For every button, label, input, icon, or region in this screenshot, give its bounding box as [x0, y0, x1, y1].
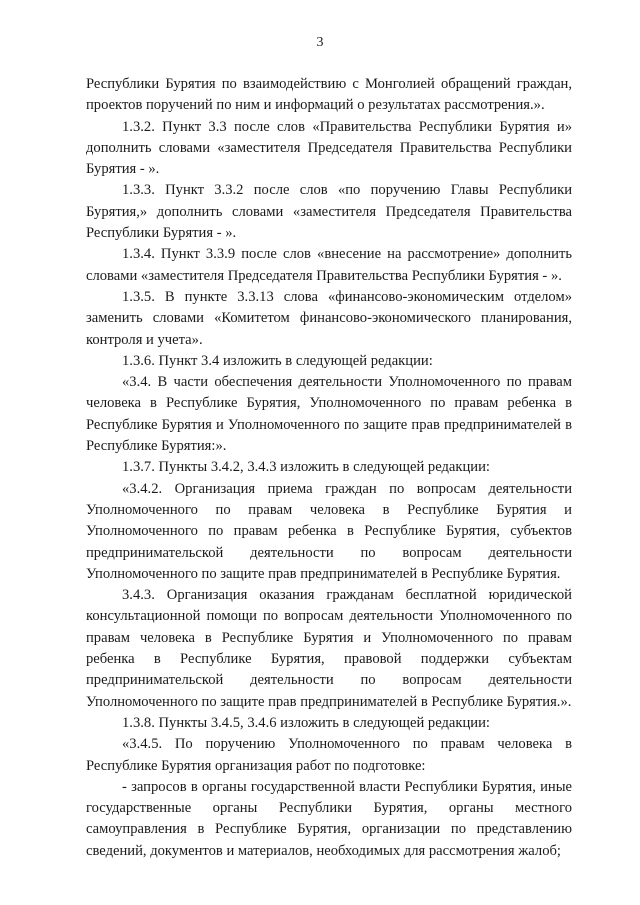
paragraph-3-4-2: «3.4.2. Организация приема граждан по вопросам деятельности Уполномоченного по правам человека в Республике Бурятия и Уполномоченного по правам ребенка в Республике Бурятия, субъектов предпринимательской деятельности по вопросам деятельности Уполномоченного по защите прав предпринимателей в Республике Бурятия. [86, 480, 572, 582]
paragraph-1-3-8: 1.3.8. Пункты 3.4.5, 3.4.6 изложить в следующей редакции: [122, 714, 490, 731]
paragraph-1-3-2: 1.3.2. Пункт 3.3 после слов «Правительства Республики Бурятия и» дополнить словами «заместителя Председателя Правительства Республики Бурятия - ». [86, 118, 572, 178]
paragraph-3-4: «3.4. В части обеспечения деятельности Уполномоченного по правам человека в Республике Бурятия, Уполномоченного по правам ребенка в Республике Бурятия и Уполномоченного по защите прав предпринимателей в Республике Бурятия:». [86, 374, 572, 455]
paragraph-1-3-4: 1.3.4. Пункт 3.3.9 после слов «внесение на рассмотрение» дополнить словами «заместителя Председателя Правительства Республики Бурятия - ». [86, 246, 572, 284]
paragraph-3-4-3: 3.4.3. Организация оказания гражданам бесплатной юридической консультационной помощи по вопросам деятельности Уполномоченного по правам человека в Республике Бурятия и Уполномоченного по правам ребенка в Республике Бурятия, правовой поддержки субъектам предпринимательской деятельности по вопросам деятельности Уполномоченного по защите прав предпринимателей в Республике Бурятия.». [86, 587, 572, 710]
paragraph-1-3-6: 1.3.6. Пункт 3.4 изложить в следующей редакции: [122, 352, 433, 369]
paragraph-continuation: Республики Бурятия по взаимодействию с Монголией обращений граждан, проектов поручений по ним и информаций о результатах рассмотрения.». [86, 76, 572, 114]
page-number: 3 [316, 35, 324, 50]
list-item-requests: - запросов в органы государственной власти Республики Бурятия, иные государственные органы Республики Бурятия, органы местного самоуправления в Республике Бурятия, организации по представлению сведений, документов и материалов, необходимых для рассмотрения жалоб; [86, 778, 572, 859]
paragraph-1-3-5: 1.3.5. В пункте 3.3.13 слова «финансово-экономическим отделом» заменить словами «Комитетом финансово-экономического планирования, контроля и учета». [86, 288, 572, 348]
paragraph-1-3-3: 1.3.3. Пункт 3.3.2 после слов «по поручению Главы Республики Бурятия,» дополнить словами «заместителя Председателя Правительства Республики Бурятия - ». [86, 182, 572, 242]
paragraph-3-4-5: «3.4.5. По поручению Уполномоченного по правам человека в Республике Бурятия организация работ по подготовке: [86, 736, 572, 774]
document-body [86, 74, 572, 862]
paragraph-1-3-7: 1.3.7. Пункты 3.4.2, 3.4.3 изложить в следующей редакции: [122, 459, 490, 476]
